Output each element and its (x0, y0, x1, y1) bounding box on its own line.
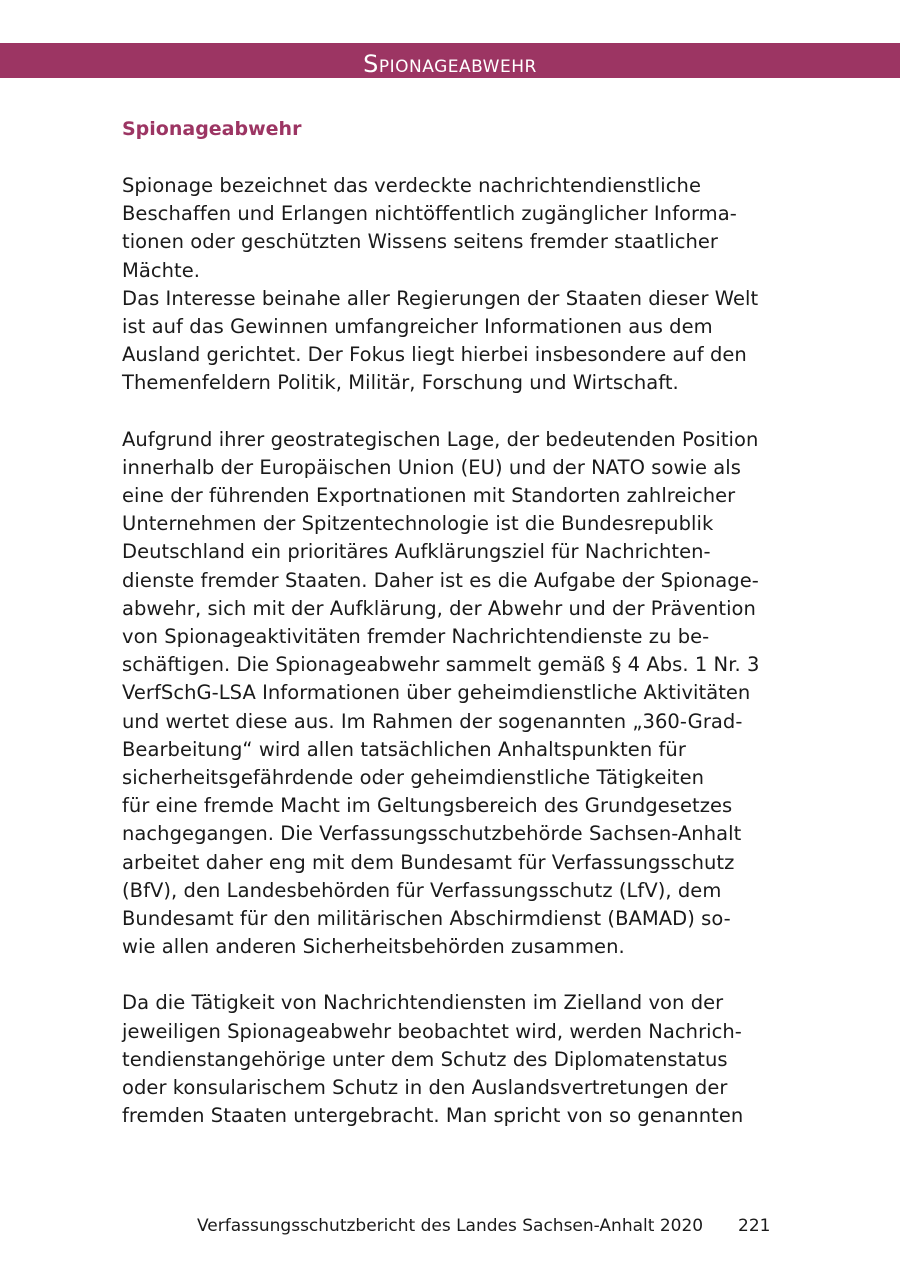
paragraph-3 (122, 989, 792, 1130)
text-line: Das Interesse beinahe aller Regierungen der Staaten dieser Welt (122, 286, 759, 310)
chapter-header-band (0, 43, 900, 78)
paragraph-spacer (122, 961, 792, 989)
section-heading: Spionageabwehr (122, 118, 302, 140)
text-line: ist auf das Gewinnen umfangreicher Informationen aus dem (122, 315, 713, 339)
text-line: tendienstangehörige unter dem Schutz des Diplomatenstatus (122, 1047, 728, 1071)
text-line: oder konsularischem Schutz in den Auslandsvertretungen der (122, 1076, 728, 1100)
text-line: nachgegangen. Die Verfassungsschutzbehörde Sachsen-Anhalt (122, 822, 742, 846)
text-line: Bearbeitung“ wird allen tatsächlichen Anhaltspunkten für (122, 737, 686, 761)
paragraph-1 (122, 172, 792, 398)
text-line: von Spionageaktivitäten fremder Nachrichtendienste zu be- (122, 625, 710, 649)
text-line: tionen oder geschützten Wissens seitens fremder staatlicher (122, 230, 718, 254)
text-line: Aufgrund ihrer geostrategischen Lage, der bedeutenden Position (122, 427, 759, 451)
text-line: Bundesamt für den militärischen Abschirmdienst (BAMAD) so- (122, 907, 731, 931)
text-line: abwehr, sich mit der Aufklärung, der Abwehr und der Prävention (122, 596, 756, 620)
text-line: Beschaffen und Erlangen nichtöffentlich zugänglicher Informa- (122, 202, 737, 226)
page-number: 221 (738, 1216, 771, 1236)
text-line: Unternehmen der Spitzentechnologie ist die Bundesrepublik (122, 512, 714, 536)
paragraph-spacer (122, 398, 792, 426)
footer-publication-title: Verfassungsschutzbericht des Landes Sachsen-Anhalt 2020 (197, 1216, 704, 1236)
text-line: Deutschland ein prioritäres Aufklärungsziel für Nachrichten- (122, 540, 711, 564)
text-line: innerhalb der Europäischen Union (EU) und der NATO sowie als (122, 455, 741, 479)
text-line: fremden Staaten untergebracht. Man spricht von so genannten (122, 1104, 744, 1128)
text-line: für eine fremde Macht im Geltungsbereich des Grundgesetzes (122, 794, 733, 818)
text-line: Mächte. (122, 258, 201, 282)
text-line: Ausland gerichtet. Der Fokus liegt hierbei insbesondere auf den (122, 343, 747, 367)
text-line: eine der führenden Exportnationen mit Standorten zahlreicher (122, 484, 736, 508)
text-line: (BfV), den Landesbehörden für Verfassungsschutz (LfV), dem (122, 878, 722, 902)
text-line: Spionage bezeichnet das verdeckte nachrichtendienstliche (122, 174, 701, 197)
text-line: Da die Tätigkeit von Nachrichtendiensten im Zielland von der (122, 991, 724, 1015)
text-line: und wertet diese aus. Im Rahmen der sogenannten „360-Grad- (122, 709, 743, 733)
text-line: sicherheitsgefährdende oder geheimdienstliche Tätigkeiten (122, 766, 705, 790)
text-line: VerfSchG-LSA Informationen über geheimdienstliche Aktivitäten (122, 681, 751, 705)
text-line: jeweiligen Spionageabwehr beobachtet wird, werden Nachrich- (122, 1019, 742, 1043)
text-line: dienste fremder Staaten. Daher ist es die Aufgabe der Spionage- (122, 568, 759, 592)
page-content (122, 114, 792, 1131)
chapter-title: Spionageabwehr (363, 50, 537, 78)
text-line: arbeitet daher eng mit dem Bundesamt für Verfassungsschutz (122, 850, 735, 874)
text-line: Themenfeldern Politik, Militär, Forschung und Wirtschaft. (122, 371, 679, 395)
paragraph-2 (122, 426, 792, 962)
text-line: schäftigen. Die Spionageabwehr sammelt gemäß § 4 Abs. 1 Nr. 3 (122, 653, 760, 677)
text-line: wie allen anderen Sicherheitsbehörden zusammen. (122, 935, 625, 959)
